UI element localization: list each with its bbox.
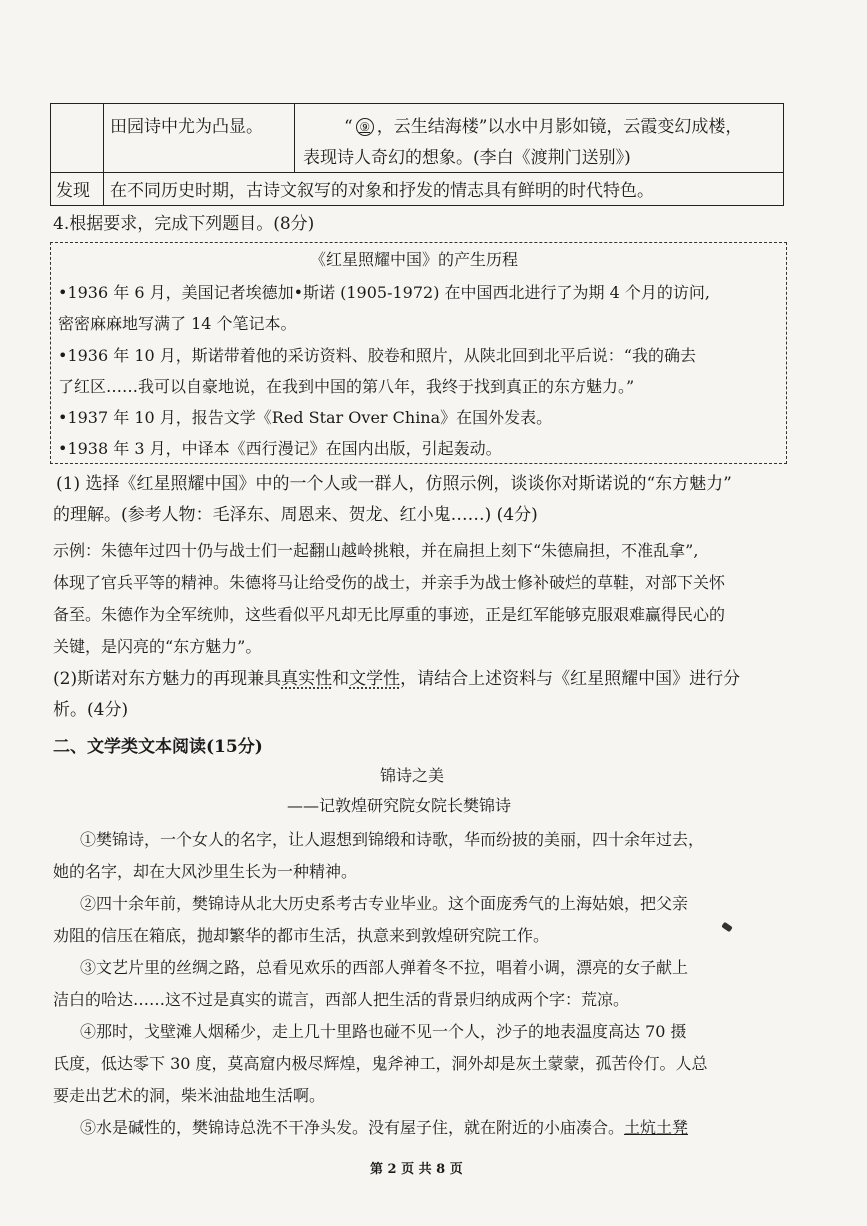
subquestion-1-line2: 的理解。(参考人物：毛泽东、周恩来、贺龙、红小鬼……) (4分) xyxy=(53,505,538,525)
article-subtitle: ——记敦煌研究院女院长樊锦诗 xyxy=(287,796,512,815)
article-title: 锦诗之美 xyxy=(380,766,445,785)
question-4-heading: 4.根据要求，完成下列题目。(8分) xyxy=(53,214,315,234)
material-item: •1937 年 10 月，报告文学《Red Star Over China》在国外发表。 xyxy=(58,408,553,427)
material-item: •1936 年 10 月，斯诺带着他的采访资料、胶卷和照片，从陕北回到北平后说：“我的确去 xyxy=(58,346,696,365)
paragraph-line: 要走出艺术的洞，柴米油盐地生活啊。 xyxy=(53,1086,326,1105)
page-footer: 第 2 页 共 8 页 xyxy=(370,1162,463,1177)
paragraph-line: ④那时，戈壁滩人烟稀少，走上几十里路也碰不见一个人，沙子的地表温度高达 70 摄 xyxy=(80,1022,687,1041)
subquestion-2-line2: 析。(4分) xyxy=(53,700,129,720)
paragraph-line: ③文艺片里的丝绸之路，总看见欢乐的西部人弹着冬不拉，唱着小调，漂亮的女子献上 xyxy=(80,958,689,977)
material-item: •1936 年 6 月，美国记者埃德加•斯诺 (1905-1972) 在中国西北进行了为期 4 个月的访问, xyxy=(58,283,710,302)
example-line: 备至。朱德作为全军统帅，这些看似平凡却无比厚重的事迹，正是红军能够克服艰难赢得民心的 xyxy=(53,605,726,624)
paragraph-line: 她的名字，却在大风沙里生长为一种精神。 xyxy=(53,862,358,881)
material-item: 了红区……我可以自豪地说，在我到中国的第八年，我终于找到真正的东方魅力。” xyxy=(58,377,635,396)
paragraph-line: 氏度，低达零下 30 度，莫高窟内极尽辉煌，鬼斧神工，洞外却是灰土蒙蒙，孤苦伶仃。人总 xyxy=(53,1054,708,1073)
paragraph-line: 洁白的哈达……这不过是真实的谎言，西部人把生活的背景归纳成两个字：荒凉。 xyxy=(53,990,630,1009)
subquestion-2-line1: (2)斯诺对东方魅力的再现兼具真实性和文学性，请结合上述资料与《红星照耀中国》进行分 xyxy=(53,669,741,689)
material-box-title: 《红星照耀中国》的产生历程 xyxy=(310,250,519,269)
example-line: 示例：朱德年过四十仍与战士们一起翻山越岭挑粮，并在扁担上刻下“朱德扁担，不准乱拿”, xyxy=(53,541,699,560)
material-item: 密密麻麻地写满了 14 个笔记本。 xyxy=(58,314,297,333)
paragraph-line: 劝阻的信压在箱底，抛却繁华的都市生活，执意来到敦煌研究院工作。 xyxy=(53,926,550,945)
table-cell-line2: 表现诗人奇幻的想象。(李白《渡荆门送别》) xyxy=(303,148,631,168)
underlined-phrase: 土炕土凳 xyxy=(624,1118,689,1137)
example-line: 体现了官兵平等的精神。朱德将马让给受伤的战士，并亲手为战士修补破烂的草鞋，对部下关怀 xyxy=(53,573,726,592)
table-cell-line1: “ ⑨ ，云生结海楼”以水中月影如镜，云霞变幻成楼， xyxy=(344,117,743,137)
blank-9: ⑨ xyxy=(356,118,374,136)
emphasis-truthfulness: 真实性 xyxy=(281,669,333,689)
table-row-text: 在不同历史时期，古诗文叙写的对象和抒发的情志具有鲜明的时代特色。 xyxy=(110,181,654,201)
emphasis-literariness: 文学性 xyxy=(349,669,401,689)
material-item: •1938 年 3 月，中译本《西行漫记》在国内出版，引起轰动。 xyxy=(58,439,502,458)
paragraph-line: ①樊锦诗，一个女人的名字，让人遐想到锦缎和诗歌，华而纷披的美丽，四十余年过去， xyxy=(80,830,705,849)
subquestion-1-line1: (1) 选择《红星照耀中国》中的一个人或一群人，仿照示例，谈谈你对斯诺说的“东方魅力” xyxy=(56,474,732,494)
table-row-label: 发现 xyxy=(56,181,90,201)
table-cell-text: 田园诗中尤为凸显。 xyxy=(110,117,263,137)
paragraph-line: ②四十余年前，樊锦诗从北大历史系考古专业毕业。这个面庞秀气的上海姑娘，把父亲 xyxy=(80,894,689,913)
paragraph-line: ⑤水是碱性的，樊锦诗总洗不干净头发。没有屋子住，就在附近的小庙凑合。土炕土凳 xyxy=(80,1118,689,1137)
section-2-heading: 二、文学类文本阅读(15分) xyxy=(53,737,263,757)
example-line: 关键，是闪亮的“东方魅力”。 xyxy=(53,637,262,656)
ink-mark xyxy=(721,922,733,933)
